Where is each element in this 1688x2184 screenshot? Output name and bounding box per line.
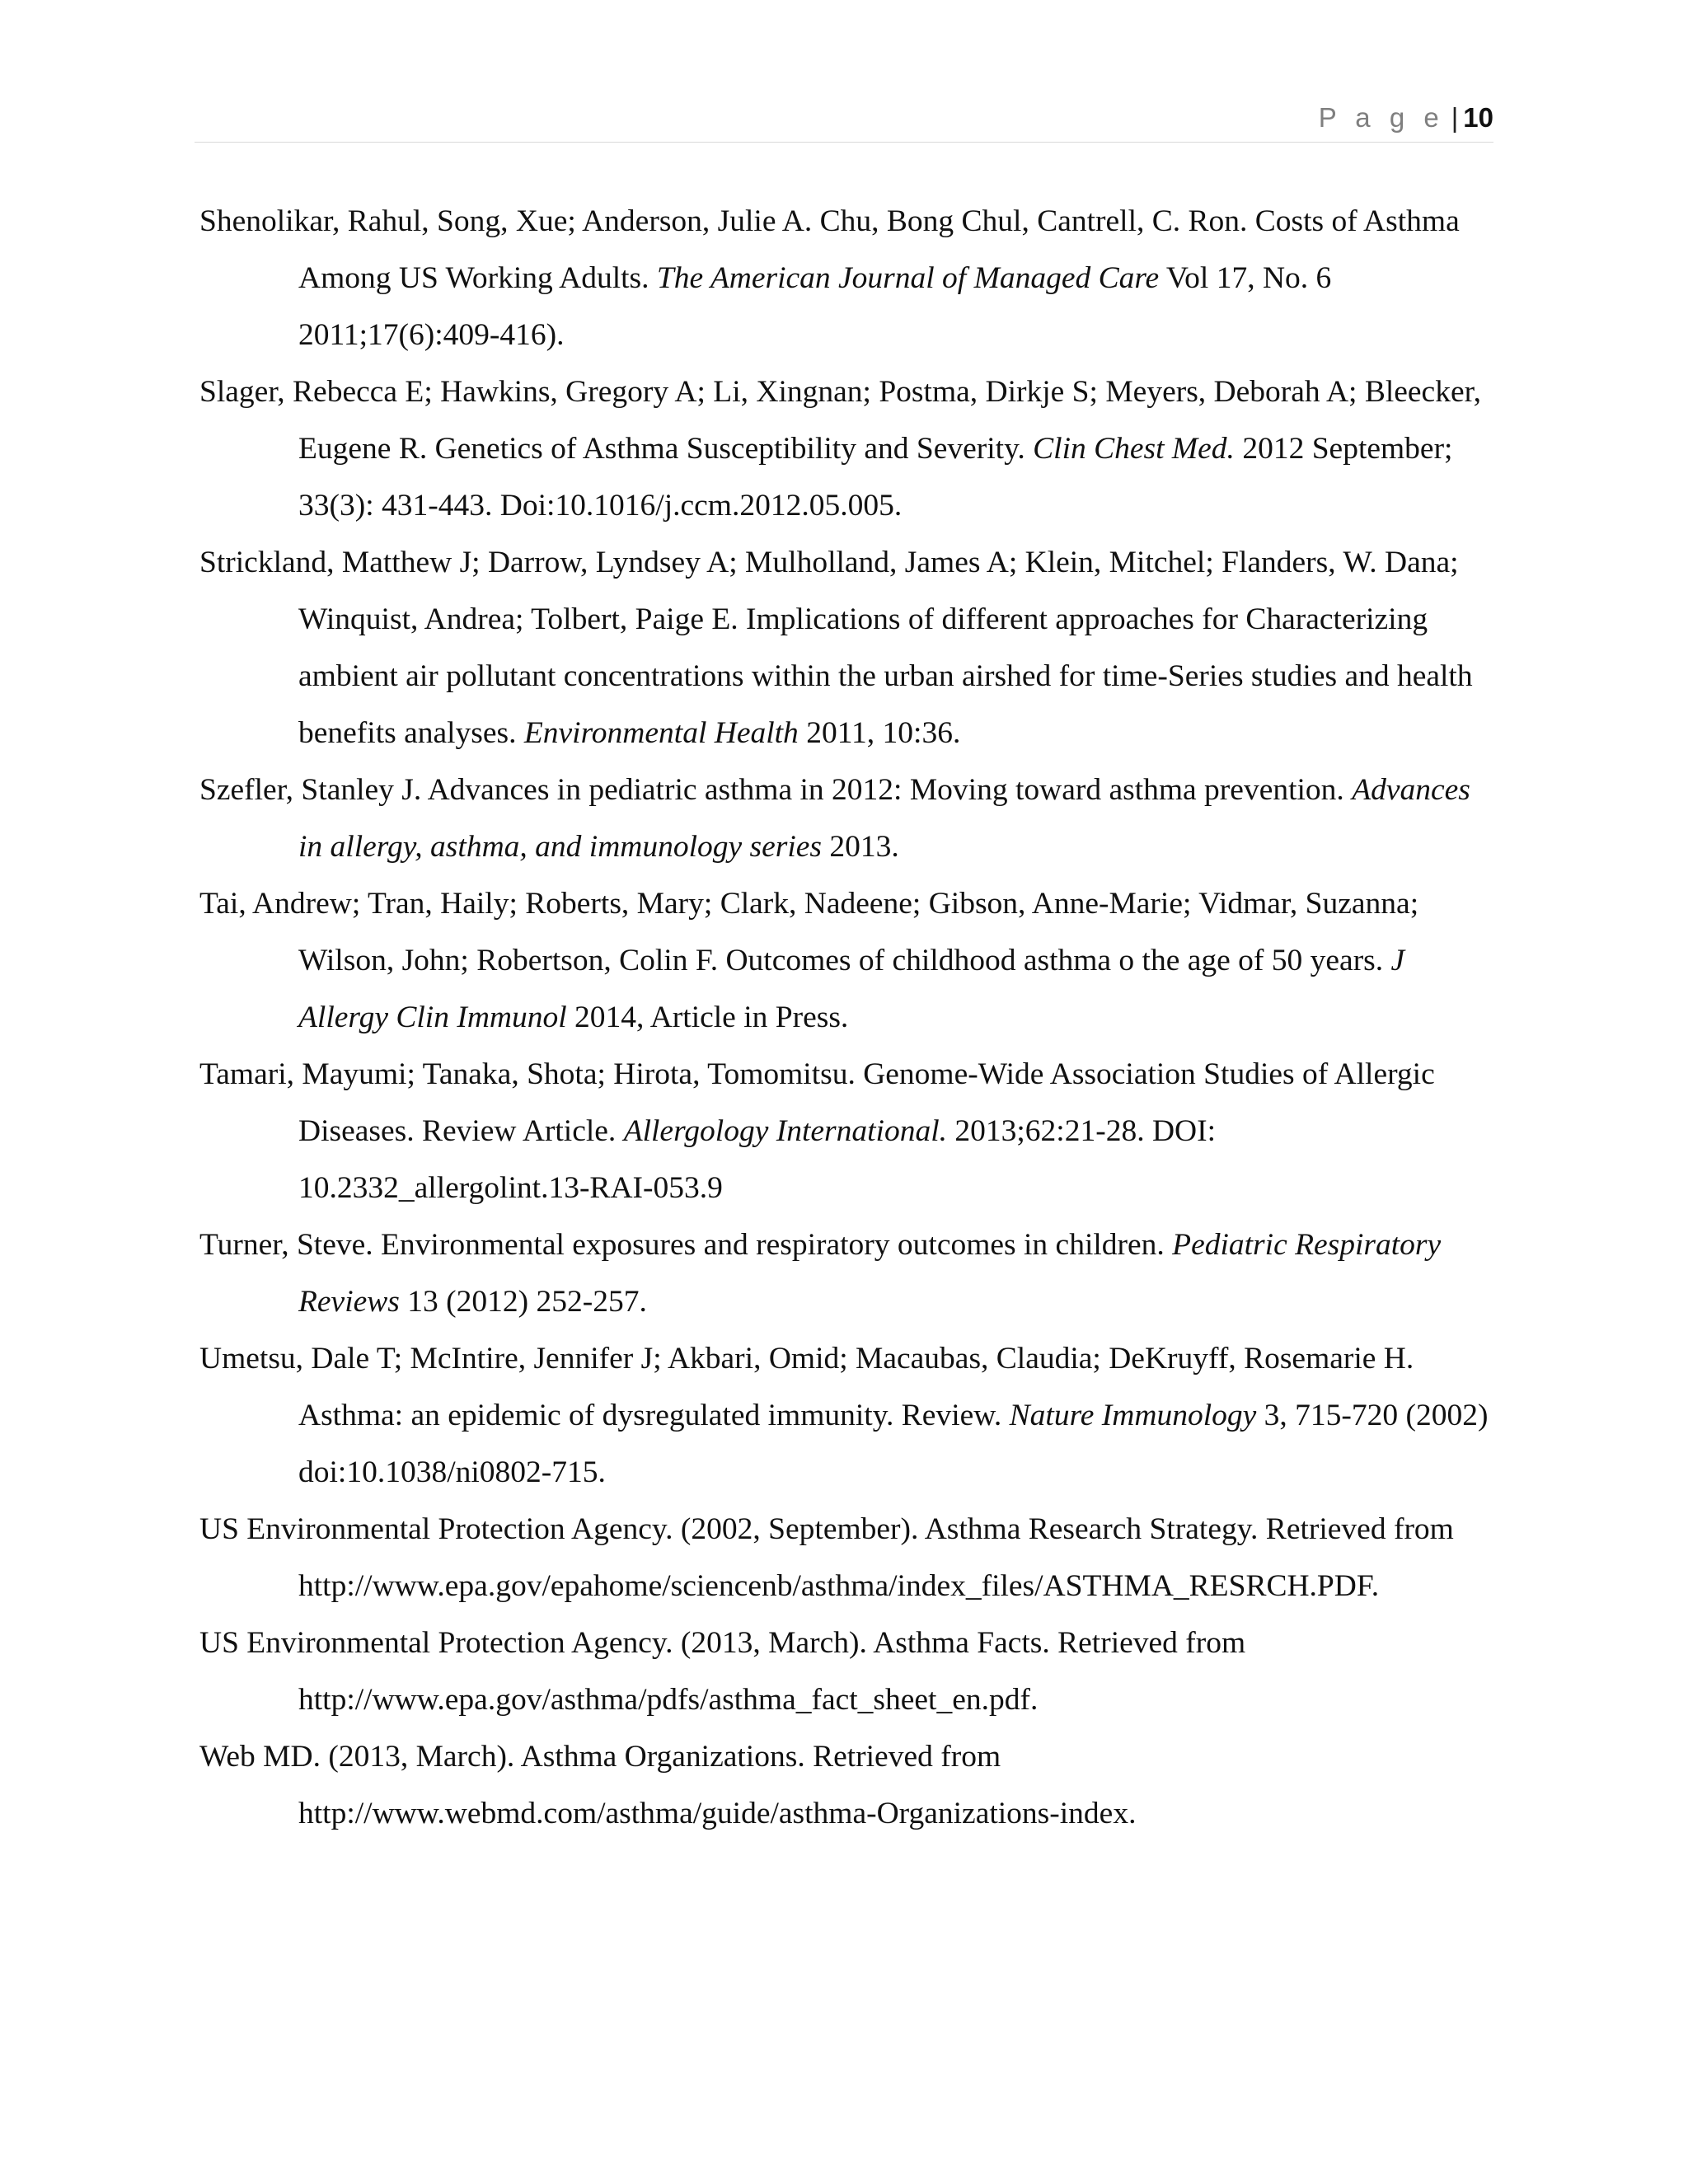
reference-umetsu xyxy=(199,1330,1493,1501)
reference-text: Web MD. (2013, March). Asthma Organizations. Retrieved from http://www.webmd.com/asthma/guide/asthma-Organizations-index. xyxy=(199,1740,1137,1830)
reference-text: Strickland, Matthew J; Darrow, Lyndsey A; Mulholland, James A; Klein, Mitchel; Flanders, W. Dana; Winquist, Andrea; Tolbert, Paige E. Implications of different approaches for Characterizing ambient air pollutant concentrations within the urban airshed for time-Series studies and health benefits analyses. xyxy=(199,546,1473,750)
reference-text: Szefler, Stanley J. Advances in pediatric asthma in 2012: Moving toward asthma prevention. xyxy=(199,773,1353,807)
journal-title: The American Journal of Managed Care xyxy=(656,261,1160,295)
page-separator: | xyxy=(1451,102,1459,133)
reference-webmd xyxy=(199,1728,1493,1842)
reference-text: Umetsu, Dale T; McIntire, Jennifer J; Akbari, Omid; Macaubas, Claudia; DeKruyff, Rosemarie H. Asthma: an epidemic of dysregulated immunity. Review. xyxy=(199,1342,1414,1432)
reference-text: Shenolikar, Rahul, Song, Xue; Anderson, Julie A. Chu, Bong Chul, Cantrell, C. Ron. Costs of Asthma Among US Working Adults. xyxy=(199,204,1460,295)
page-header xyxy=(195,97,1493,143)
reference-text: Turner, Steve. Environmental exposures and respiratory outcomes in children. xyxy=(199,1228,1173,1262)
reference-strickland xyxy=(199,534,1493,762)
reference-text: Tamari, Mayumi; Tanaka, Shota; Hirota, Tomomitsu. Genome-Wide Association Studies of Allergic Diseases. Review Article. xyxy=(199,1057,1435,1148)
page-label: P a g e xyxy=(1318,102,1445,133)
journal-title: Allergology International. xyxy=(623,1114,947,1148)
reference-details: 2013;62:21-28. DOI: 10.2332_allergolint.13-RAI-053.9 xyxy=(298,1114,1217,1205)
page-number: 10 xyxy=(1463,102,1493,133)
reference-details: 2013. xyxy=(822,830,899,864)
reference-details: 13 (2012) 252-257. xyxy=(399,1285,647,1319)
reference-details: 2011, 10:36. xyxy=(798,716,961,750)
reference-details: 2012 September; 33(3): 431-443. Doi:10.1016/j.ccm.2012.05.005. xyxy=(298,432,1453,523)
journal-title: Nature Immunology xyxy=(1009,1399,1257,1432)
journal-title: J Allergy Clin Immunol xyxy=(298,944,1405,1034)
reference-text: US Environmental Protection Agency. (2002, September). Asthma Research Strategy. Retrieved from http://www.epa.gov/epahome/sciencenb/asthma/index_files/ASTHMA_RESRCH.PDF. xyxy=(199,1512,1454,1603)
reference-text: US Environmental Protection Agency. (2013, March). Asthma Facts. Retrieved from http://www.epa.gov/asthma/pdfs/asthma_fact_sheet_en.pdf. xyxy=(199,1626,1246,1717)
reference-turner xyxy=(199,1216,1493,1330)
reference-tamari xyxy=(199,1046,1493,1216)
journal-title: Advances in allergy, asthma, and immunology series xyxy=(298,773,1470,864)
journal-title: Pediatric Respiratory Reviews xyxy=(298,1228,1442,1319)
reference-slager xyxy=(199,363,1493,534)
reference-details: 2014, Article in Press. xyxy=(566,1001,849,1034)
reference-details: Vol 17, No. 6 2011;17(6):409-416). xyxy=(298,261,1332,352)
journal-title: Clin Chest Med. xyxy=(1033,432,1235,466)
journal-title: Environmental Health xyxy=(523,716,799,750)
reference-shenolikar xyxy=(199,193,1493,363)
reference-szefler xyxy=(199,762,1493,875)
reference-epa-2013 xyxy=(199,1615,1493,1728)
reference-text: Slager, Rebecca E; Hawkins, Gregory A; Li, Xingnan; Postma, Dirkje S; Meyers, Deborah A; Bleecker, Eugene R. Genetics of Asthma Susceptibility and Severity. xyxy=(199,375,1481,466)
reference-details: 3, 715-720 (2002) doi:10.1038/ni0802-715. xyxy=(298,1399,1489,1489)
reference-tai xyxy=(199,875,1493,1046)
reference-list xyxy=(199,193,1493,1842)
reference-epa-2002 xyxy=(199,1501,1493,1615)
reference-text: Tai, Andrew; Tran, Haily; Roberts, Mary; Clark, Nadeene; Gibson, Anne-Marie; Vidmar, Suzanna; Wilson, John; Robertson, Colin F. Outcomes of childhood asthma o the age of 50 years. xyxy=(199,887,1419,977)
